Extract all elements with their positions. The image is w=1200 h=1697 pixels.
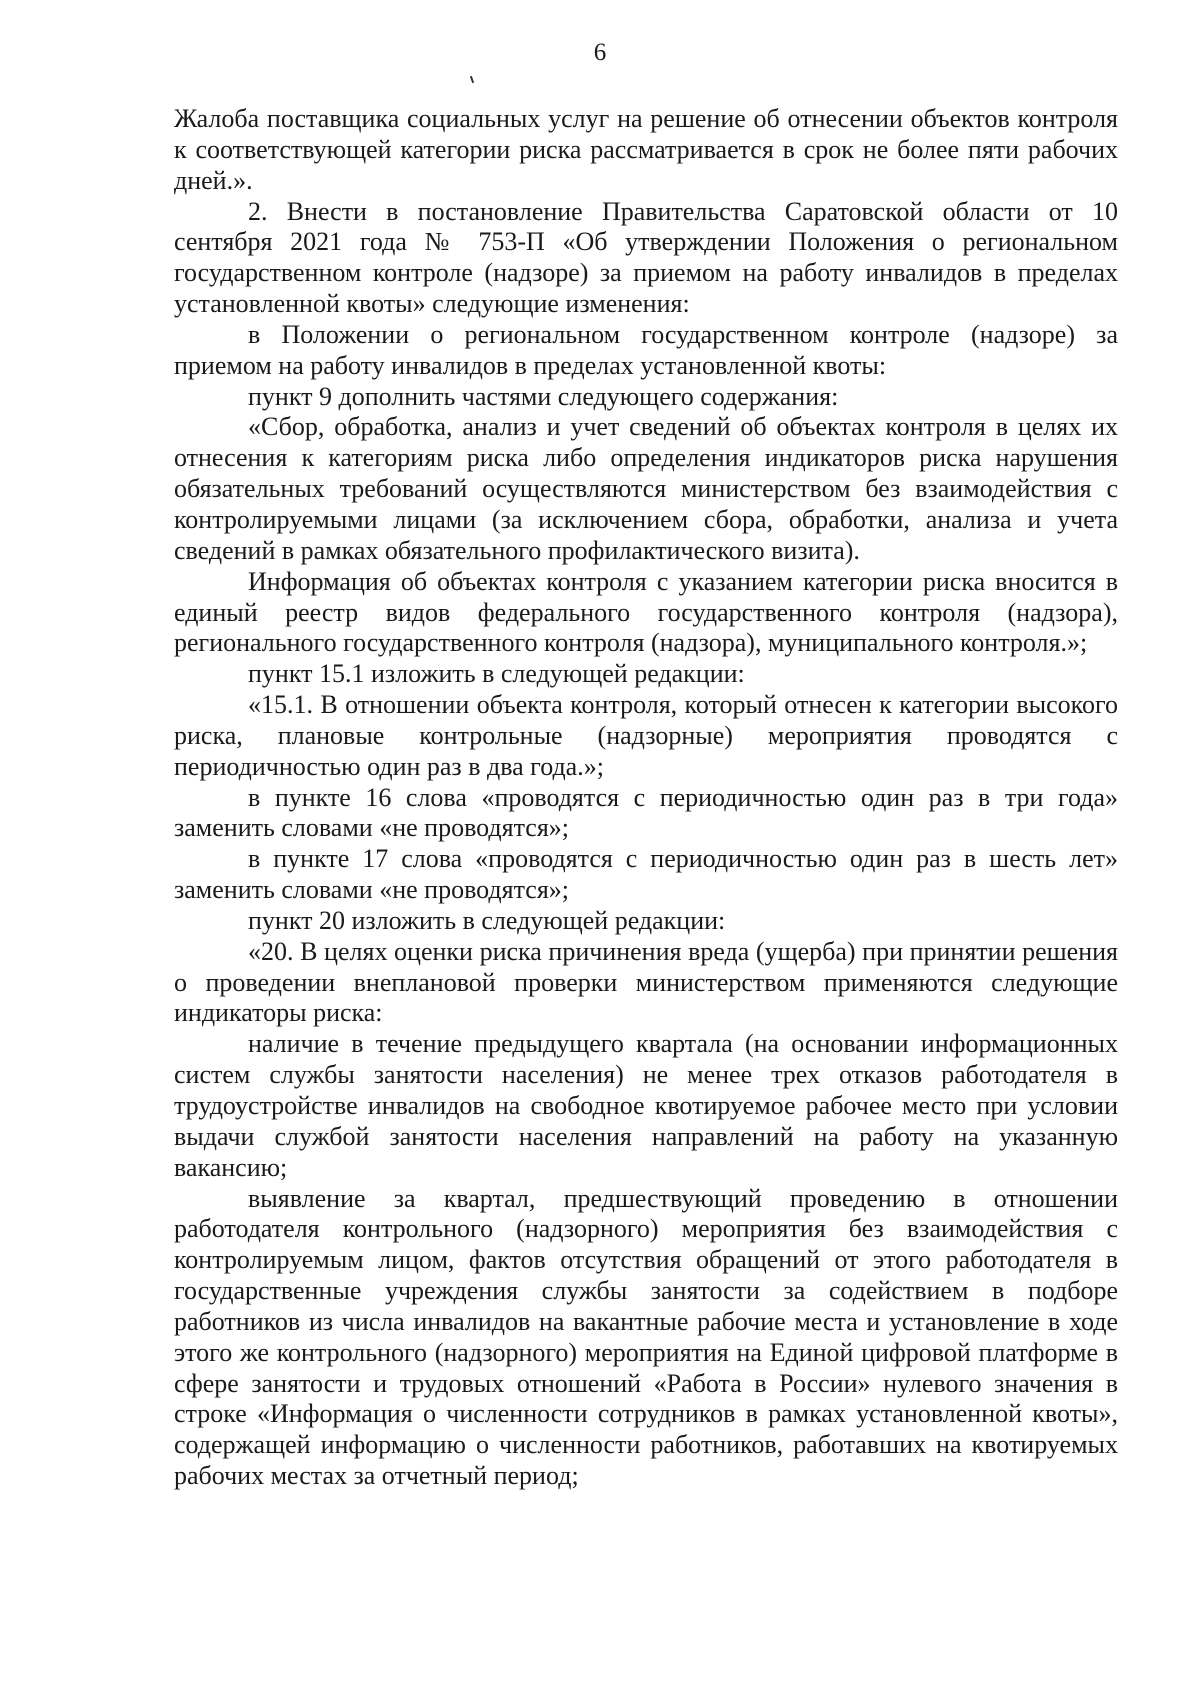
paragraph-risk-indicator-2: выявление за квартал, предшествующий проведению в отношении работодателя контрольного (надзорного) мероприятия без взаимодействия с контролируемым лицом, фактов отсутствия обращений от этого работодателя в государственные учреждения службы занятости за содействием в подборе работников из числа инвалидов на вакантные рабочие места и установление в ходе этого же контрольного (надзорного) мероприятия на Единой цифровой платформе в сфере занятости и трудовых отношений «Работа в России» нулевого значения в строке «Информация о численности сотрудников в рамках установленной квоты», содержащей информацию о численности работников, работавших на квотируемых рабочих местах за отчетный период; [174,1183,1118,1491]
paragraph-complaint-term: Жалоба поставщика социальных услуг на решение об отнесении объектов контроля к соответствующей категории риска рассматривается в срок не более пяти рабочих дней.». [174,104,1118,195]
paragraph-item-2-intro: 2. Внести в постановление Правительства Саратовской области от 10 сентября 2021 года № 753-П «Об утверждении Положения о региональном государственном контроле (надзоре) за приемом на работу инвалидов в пределах установленной квоты» следующие изменения: [174,196,1118,319]
paragraph-point-20-text: «20. В целях оценки риска причинения вреда (ущерба) при принятии решения о проведении внеплановой проверки министерством применяются следующие индикаторы риска: [174,936,1118,1028]
paragraph-point-17: в пункте 17 слова «проводятся с периодичностью один раз в шесть лет» заменить словами «не проводятся»; [174,844,1118,905]
paragraph-point-15-1: пункт 15.1 изложить в следующей редакции: [248,659,745,689]
paragraph-regulation-reference: в Положении о региональном государственном контроле (надзоре) за приемом на работу инвалидов в пределах установленной квоты: [174,319,1118,380]
paragraph-data-collection: «Сбор, обработка, анализ и учет сведений об объектах контроля в целях их отнесения к категориям риска либо определения индикаторов риска нарушения обязательных требований осуществляются министерством без взаимодействия с контролируемыми лицами (за исключением сбора, обработки, анализа и учета сведений в рамках обязательного профилактического визита). [174,412,1118,565]
paragraph-point-20: пункт 20 изложить в следующей редакции: [248,905,726,935]
scan-artifact [470,76,474,83]
paragraph-point-15-1-text: «15.1. В отношении объекта контроля, который отнесен к категории высокого риска, плановые контрольные (надзорные) мероприятия проводятся с периодичностью один раз в два года.»; [174,690,1118,781]
paragraph-point-9: пункт 9 дополнить частями следующего содержания: [248,381,839,411]
document-body [174,104,1118,1492]
page-number: 6 [593,39,607,66]
paragraph-point-16: в пункте 16 слова «проводятся с периодичностью один раз в три года» заменить словами «не проводятся»; [174,782,1118,843]
paragraph-risk-indicator-1: наличие в течение предыдущего квартала (на основании информационных систем службы занятости населения) не менее трех отказов работодателя в трудоустройстве инвалидов на свободное квотируемое рабочее место при условии выдачи службой занятости населения направлений на работу на указанную вакансию; [174,1029,1118,1182]
paragraph-registry-info: Информация об объектах контроля с указанием категории риска вносится в единый реестр видов федерального государственного контроля (надзора), регионального государственного контроля (надзора), муниципального контроля.»; [174,566,1118,658]
